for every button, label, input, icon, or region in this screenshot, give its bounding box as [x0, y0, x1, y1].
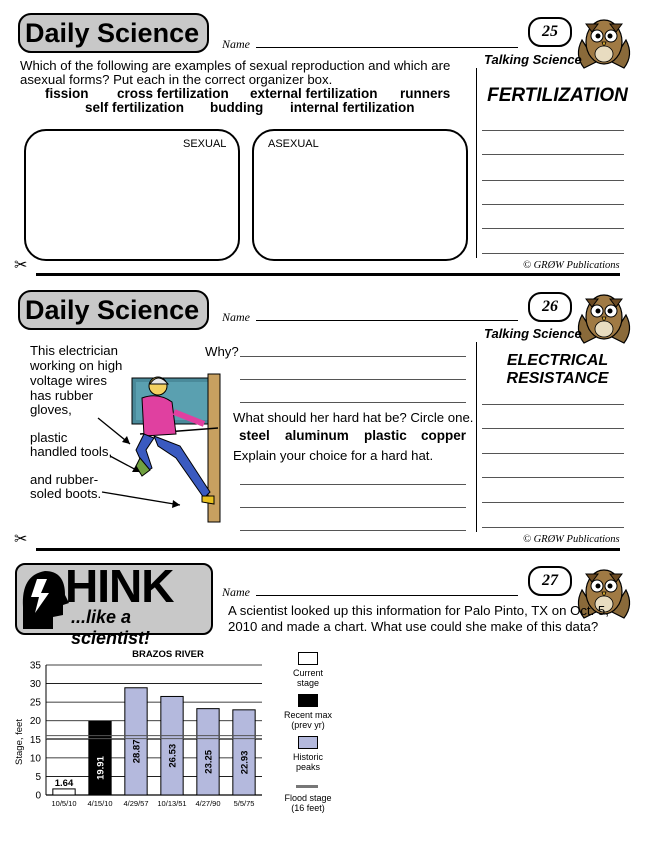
why-answer-line[interactable]: [240, 402, 466, 403]
choice-aluminum[interactable]: aluminum: [285, 428, 349, 443]
sexual-box-label: SEXUAL: [183, 138, 227, 150]
word-internal-fertilization: internal fertilization: [290, 100, 415, 115]
rubber-boots-line: and rubber-: [30, 472, 99, 487]
section2-answer-line[interactable]: [482, 404, 624, 405]
legend-historic-label: [280, 752, 336, 772]
chart-title: BRAZOS RIVER: [132, 649, 204, 660]
thinker-head-icon: [19, 567, 69, 631]
legend-historic-line: peaks: [295, 762, 321, 772]
chart-bar: [53, 789, 75, 795]
word-budding: budding: [210, 100, 264, 115]
word-self-fertilization: self fertilization: [85, 100, 185, 115]
legend-current-label: [280, 668, 336, 688]
legend-recent-line: Recent max: [283, 710, 333, 720]
section3-name-label: Name: [222, 585, 250, 599]
x-tick-label: 10/5/10: [51, 799, 77, 808]
section1-answer-line[interactable]: [482, 154, 624, 155]
section2-divider: [476, 342, 477, 532]
section1-copyright: © GRØW Publications: [523, 260, 620, 271]
section2-topic-line1: ELECTRICAL: [506, 352, 609, 369]
legend-historic-swatch: [298, 736, 318, 749]
word-fission: fission: [45, 86, 89, 101]
choice-steel[interactable]: steel: [239, 428, 270, 443]
y-tick-label: 25: [29, 697, 41, 709]
section1-name-field[interactable]: [256, 47, 518, 48]
section1-answer-line[interactable]: [482, 180, 624, 181]
section2-topic-line2: RESISTANCE: [506, 370, 609, 387]
section2-copyright: © GRØW Publications: [523, 534, 620, 545]
section2-answer-line[interactable]: [482, 428, 624, 429]
legend-flood-line: (16 feet): [291, 803, 325, 813]
section1-answer-line[interactable]: [482, 204, 624, 205]
bar-value-label: 26.53: [167, 743, 179, 768]
legend-flood-swatch: [296, 785, 318, 788]
electrician-intro-line: This electrician: [30, 343, 118, 358]
x-tick-label: 4/27/90: [195, 799, 221, 808]
section1-number-badge: 25: [528, 17, 572, 47]
section1-question-line1: Which of the following are examples of sexual reproduction and which are: [20, 58, 451, 73]
electrician-intro-line: working on high: [30, 358, 123, 373]
bar-value-label: 28.87: [131, 739, 143, 764]
scissors-icon: ✂: [14, 257, 28, 274]
word-cross-fertilization: cross fertilization: [117, 86, 229, 101]
why-answer-line[interactable]: [240, 379, 466, 380]
legend-recent-label: [280, 710, 336, 730]
y-tick-label: 20: [29, 716, 41, 728]
asexual-box-label: ASEXUAL: [268, 138, 319, 150]
bar-value-label: 19.91: [95, 756, 107, 780]
think-subtitle: ...like a scientist!: [71, 607, 151, 648]
section1-answer-line[interactable]: [482, 253, 624, 254]
section2-answer-line[interactable]: [482, 477, 624, 478]
bar-value-label: 23.25: [203, 749, 215, 774]
y-tick-label: 15: [29, 734, 41, 746]
x-tick-label: 10/13/51: [157, 799, 187, 808]
word-runners: runners: [400, 86, 451, 101]
hard-hat-question: What should her hard hat be? Circle one.: [233, 410, 474, 425]
section1-topic: FERTILIZATION: [487, 85, 628, 106]
legend-current-line: stage: [296, 678, 320, 688]
section3-question-line1: A scientist looked up this information for Palo Pinto, TX on Oct. 5,: [228, 603, 609, 618]
x-tick-label: 4/15/10: [87, 799, 113, 808]
y-tick-label: 35: [29, 660, 41, 672]
legend-recent-swatch: [298, 694, 318, 707]
section1-question-line2: asexual forms? Put each in the correct organizer box.: [20, 72, 333, 87]
bar-value-label: 1.64: [54, 777, 74, 789]
section2-answer-line[interactable]: [482, 453, 624, 454]
think-word: HINK: [65, 560, 174, 612]
section2-answer-line[interactable]: [482, 527, 624, 528]
cut-line: [36, 548, 620, 551]
choice-plastic[interactable]: plastic: [364, 428, 407, 443]
legend-current-swatch: [298, 652, 318, 665]
section1-answer-line[interactable]: [482, 228, 624, 229]
section2-number-badge: 26: [528, 292, 572, 322]
cut-line: [36, 273, 620, 276]
legend-flood-label: [276, 793, 340, 813]
y-tick-label: 10: [29, 753, 41, 765]
electrician-intro-line: has rubber: [30, 388, 94, 403]
legend-historic-line: Historic: [292, 752, 323, 762]
explain-answer-line[interactable]: [240, 530, 466, 531]
x-tick-label: 5/5/75: [233, 799, 255, 808]
legend-recent-line: (prev yr): [291, 720, 325, 730]
section3-name-field[interactable]: [256, 595, 518, 596]
section2-name-label: Name: [222, 310, 250, 324]
choice-copper[interactable]: copper: [421, 428, 467, 443]
section2-talking-label: Talking Science: [484, 326, 582, 341]
section2-title: Daily Science: [18, 290, 209, 330]
why-answer-line[interactable]: [240, 356, 466, 357]
section1-name-label: Name: [222, 37, 250, 51]
x-tick-label: 4/29/57: [123, 799, 149, 808]
legend-current-line: Current: [292, 668, 323, 678]
electrician-intro-line: gloves,: [30, 402, 72, 417]
chart-y-axis-label: Stage, feet: [14, 719, 25, 765]
section3-number-badge: 27: [528, 566, 572, 596]
rubber-boots-line: soled boots.: [30, 486, 102, 501]
legend-flood-line: Flood stage: [284, 793, 332, 803]
y-tick-label: 5: [35, 771, 41, 783]
section2-name-field[interactable]: [256, 320, 518, 321]
word-external-fertilization: external fertilization: [250, 86, 378, 101]
section3-question-line2: 2010 and made a chart. What use could she make of this data?: [228, 619, 599, 634]
electrician-illustration: [80, 372, 240, 522]
explain-prompt: Explain your choice for a hard hat.: [233, 448, 434, 463]
electrician-intro-line: voltage wires: [30, 373, 107, 388]
plastic-tools-line: plastic: [30, 430, 68, 445]
section1-title: Daily Science: [18, 13, 209, 53]
brazos-river-chart: [0, 640, 290, 815]
plastic-tools-line: handled tools,: [30, 444, 113, 459]
why-label: Why?: [205, 344, 239, 359]
explain-answer-line[interactable]: [240, 507, 466, 508]
y-tick-label: 0: [35, 790, 41, 802]
section2-answer-line[interactable]: [482, 502, 624, 503]
section1-answer-line[interactable]: [482, 130, 624, 131]
explain-answer-line[interactable]: [240, 484, 466, 485]
think-logo: [15, 560, 213, 648]
section1-divider: [476, 68, 477, 258]
bar-value-label: 22.93: [239, 750, 251, 775]
scissors-icon: ✂: [14, 531, 28, 548]
y-tick-label: 30: [29, 679, 41, 691]
section1-talking-label: Talking Science: [484, 52, 582, 67]
